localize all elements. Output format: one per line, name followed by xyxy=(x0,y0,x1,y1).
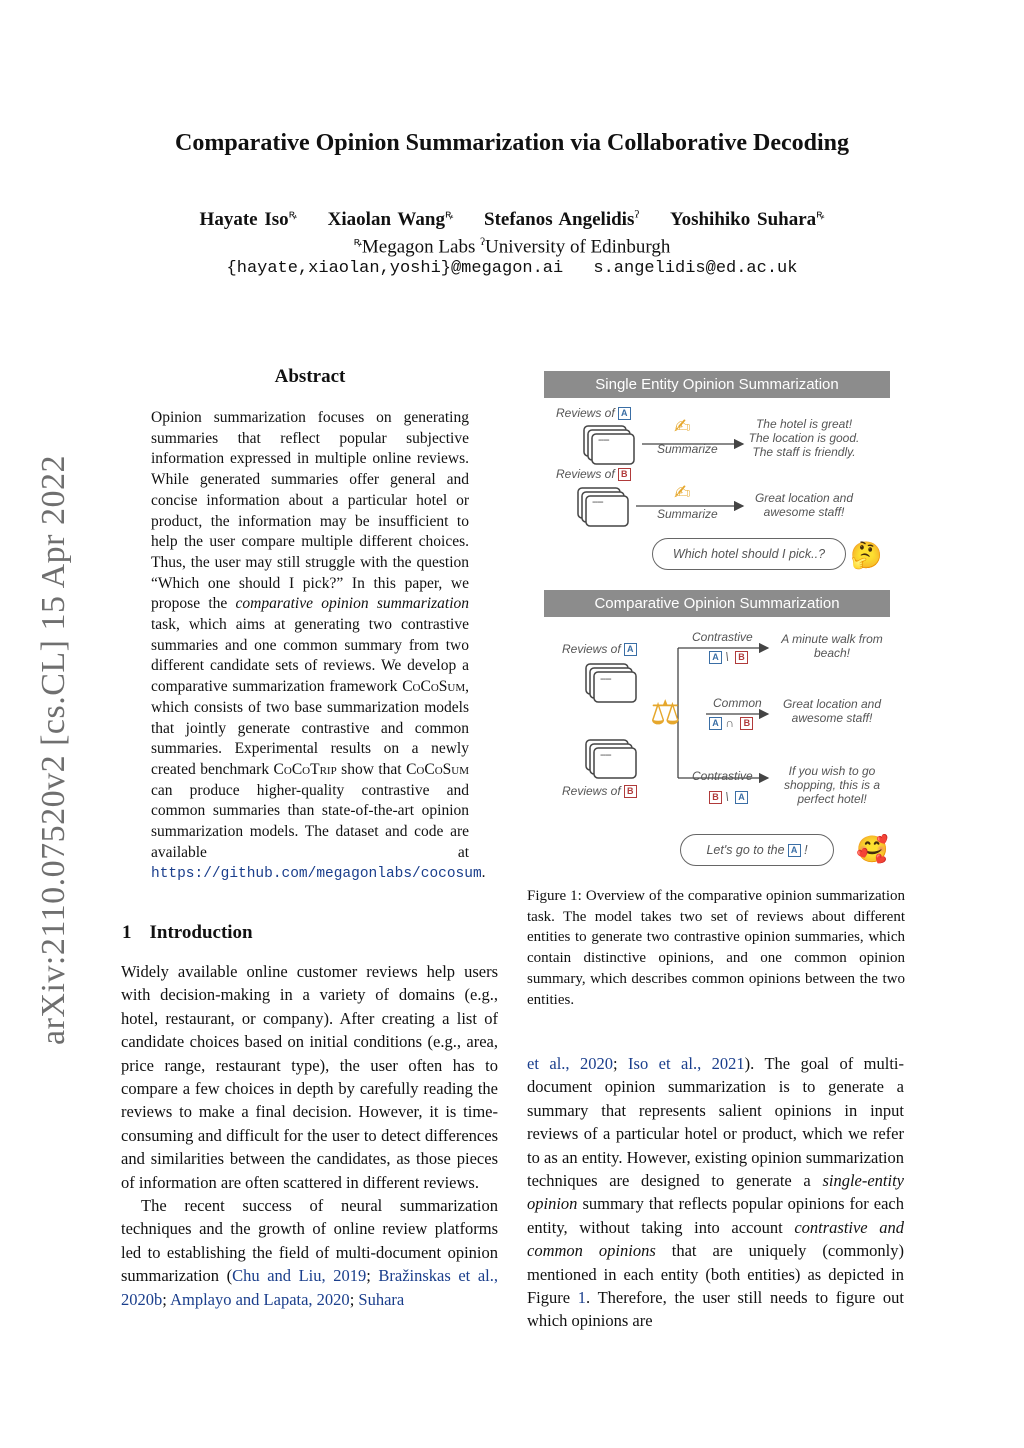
affiliations: $^ꝶ$Megagon Labs $^ʔ$University of Edinburgh xyxy=(353,236,671,258)
citation-link[interactable]: Suhara xyxy=(358,1289,405,1309)
review-stack-a-comparative xyxy=(586,664,636,702)
author: Yoshihiko Suhara$^ꝶ$ xyxy=(669,209,825,231)
figure-caption: Figure 1: Overview of the comparative opinion summarization task. The model takes two set of reviews about different entities to generate two contrastive opinion summaries, which contain distinctive opinions, and one common opinion summary, which describes common opinions between the two entities. xyxy=(527,888,905,1008)
abstract-text: Opinion summarization focuses on generating summaries that reflect popular subjective information expressed in multiple online reviews. While generated summaries offer general and concise information about a particular hotel or product, the information may be insufficient to help the user compare multiple different choices. Thus, the user may still struggle with the question “Which one should I pick?” In this paper, we propose the comparative opinion summarization task, which aims at generating two contrastive summaries and one common summary from two different candidate sets of reviews. We develop a comparative summarization framework CoCoSum, which consists of two base summarization models that jointly generate contrastive and common summaries. Experimental results on a newly created benchmark CoCoTrip show that CoCoSum can produce higher-quality contrastive and common summaries than state-of-the-art opinion summarization models. The dataset and code are available at https://github.com/megagonlabs/cocosum. xyxy=(151,409,486,883)
review-lines: ---- xyxy=(600,749,611,761)
reviews-of-a-label: Reviews of A xyxy=(556,406,631,420)
figure-reference-link[interactable]: 1 xyxy=(577,1288,587,1308)
citation-link[interactable]: Amplayo and Lapata, 2020 xyxy=(170,1289,350,1309)
question-bubble: Which hotel should I pick..? xyxy=(652,538,846,570)
intro-right-column: et al., 2020; Iso et al., 2021). The goal of multi-document opinion summarization is to generate a summary that represents salient opinions in input reviews of a particular hotel or product, which we refer to as an entity. However, existing opinion summarization techniques are designed to generate a single-entity opinion summary that reflects popular opinions for each entity, without taking into account contrastive and common opinions that are uniquely (commonly) mentioned in each entity (both entities) as depicted in Figure 1. Therefore, the user still needs to figure out which opinions are xyxy=(527,1054,904,1331)
set-difference-b-minus-a: B \ A xyxy=(706,790,748,804)
citation-link[interactable]: Iso et al., 2021 xyxy=(628,1054,745,1073)
author-list xyxy=(0,207,1024,231)
review-stack-b-comparative xyxy=(586,740,636,778)
section-heading: 1 Introduction xyxy=(122,922,253,943)
paragraph: Widely available online customer reviews help users with decision-making in a variety of domains (e.g., hotel, restaurant, or company). After creating a list of candidate choices based on initial conditions (e.g., area, price range, restaurant type), the user often has to compare a few choices in depth by carefully reading the reviews to make a final decision. However, it is time-consuming and difficult for the user to detect differences and similarities between the candidates, as those pieces of information are often scattered in different reviews. xyxy=(121,962,498,1192)
writing-hand-icon: ✍ xyxy=(674,416,691,438)
citation-link[interactable]: Chu and Liu, 2019 xyxy=(232,1266,367,1286)
paper-title: Comparative Opinion Summarization via Collaborative Decoding xyxy=(175,130,849,156)
paragraph: The recent success of neural summarization techniques and the growth of online review platforms led to establishing the field of multi-document opinion summarization (Chu and Liu, 2019; Bražinskas et al., 2020b; Amplayo and Lapata, 2020; Suhara xyxy=(121,1196,498,1309)
reviews-of-b-label: Reviews of B xyxy=(556,467,631,481)
arxiv-identifier: arXiv:2110.07520v2 [cs.CL] 15 Apr 2022 xyxy=(35,454,72,1046)
smiling-face-with-hearts-icon: 🥰 xyxy=(856,834,889,864)
author: Xiaolan Wang$^ꝶ$ xyxy=(327,209,454,231)
review-stack-a xyxy=(584,426,634,464)
scale-icon: ⚖ xyxy=(650,694,681,732)
author-emails xyxy=(0,259,1024,278)
summary-a-text: The hotel is great! The location is good. The staff is friendly. xyxy=(748,417,860,459)
summarize-label: Summarize xyxy=(657,442,718,456)
email: s.angelidis@ed.ac.uk xyxy=(593,259,798,278)
intro-left-column xyxy=(121,960,498,1311)
set-difference-a-minus-b: A \ B xyxy=(706,650,748,664)
summary-b-text: Great location and awesome staff! xyxy=(754,491,854,519)
common-summary: Great location and awesome staff! xyxy=(782,697,882,725)
citation-link[interactable]: et al., 2020 xyxy=(527,1054,613,1073)
review-lines: ---- xyxy=(600,673,611,685)
review-lines: ---- xyxy=(598,434,609,446)
reviews-of-b-label: Reviews of B xyxy=(562,784,637,798)
contrastive-summary-b: If you wish to go shopping, this is a perfect hotel! xyxy=(783,764,881,806)
single-entity-header: Single Entity Opinion Summarization xyxy=(544,371,890,398)
code-link[interactable]: https://github.com/megagonlabs/cocosum xyxy=(151,866,482,883)
author: Hayate Iso$^ꝶ$ xyxy=(199,209,297,231)
author: Stefanos Angelidis$^ʔ$ xyxy=(484,209,640,231)
contrastive-summary-a: A minute walk from beach! xyxy=(781,632,883,660)
reviews-of-a-label: Reviews of A xyxy=(562,642,637,656)
common-label: Common xyxy=(713,696,762,710)
summarize-label: Summarize xyxy=(657,507,718,521)
abstract-heading: Abstract xyxy=(274,366,346,387)
citation-link[interactable]: Bražinskas et al., 2020b xyxy=(121,1266,498,1309)
review-lines: ---- xyxy=(592,496,603,508)
figure-1 xyxy=(538,366,898,872)
review-stack-b xyxy=(578,488,628,526)
decision-bubble: Let's go to the A ! xyxy=(680,834,834,866)
writing-hand-icon: ✍ xyxy=(674,482,691,504)
comparative-header: Comparative Opinion Summarization xyxy=(544,590,890,617)
thinking-face-icon: 🤔 xyxy=(850,540,883,570)
email: {hayate,xiaolan,yoshi}@megagon.ai xyxy=(226,259,564,278)
intersection-a-b: A ∩ B xyxy=(706,716,753,730)
contrastive-label: Contrastive xyxy=(692,630,753,644)
contrastive-label: Contrastive xyxy=(692,769,753,783)
